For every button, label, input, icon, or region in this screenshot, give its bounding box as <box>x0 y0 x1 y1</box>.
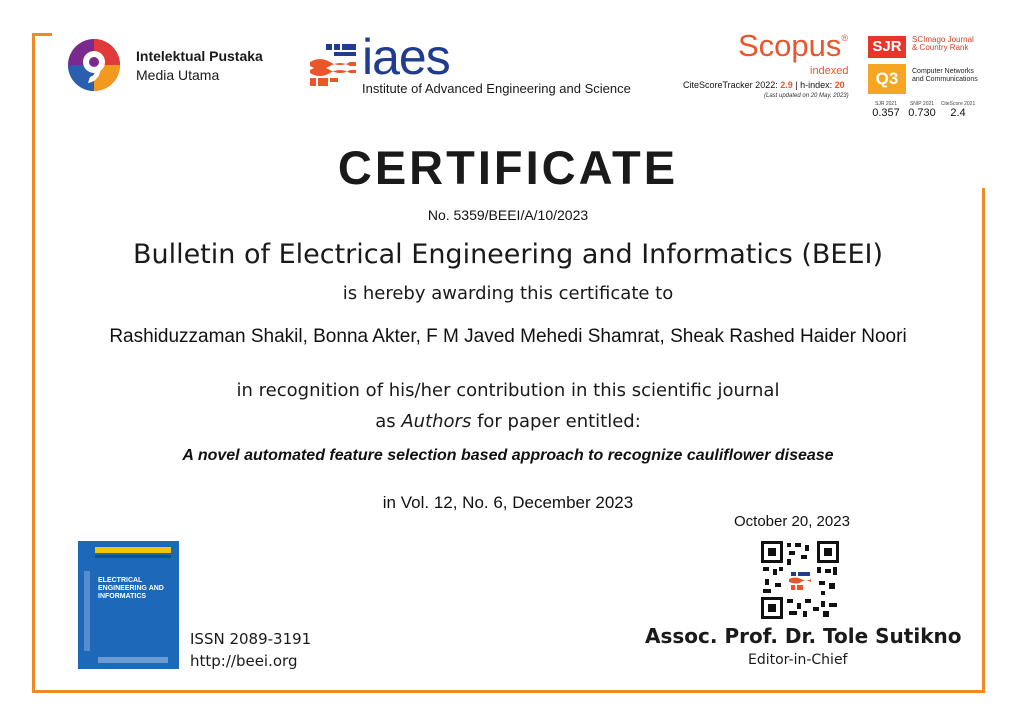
role-prefix: as <box>375 411 402 432</box>
cite-score-prefix: CiteScoreTracker 2022: <box>683 80 781 90</box>
frame-top-left-h <box>32 33 52 36</box>
publisher-name-main: Intelektual Pustaka <box>136 48 263 64</box>
quartile-badge: Q3 <box>868 64 906 94</box>
publisher-name <box>136 47 263 85</box>
scopus-word: Scopus <box>738 28 842 63</box>
metric-label: SJR 2021 <box>875 101 897 107</box>
cite-score-tracker <box>683 80 845 90</box>
role-name: Authors <box>401 411 472 432</box>
role-suffix: for paper entitled: <box>471 411 641 432</box>
editor-role: Editor-in-Chief <box>748 652 848 668</box>
scopus-indexed: indexed <box>810 65 849 77</box>
awarding-line: is hereby awarding this certificate to <box>342 283 674 304</box>
metric-label: CiteScore 2021 <box>940 101 976 107</box>
cite-score-updated: (Last updated on 20 May, 2023) <box>764 93 849 99</box>
iaes-wordmark: iaes <box>362 29 450 85</box>
certificate-number: No. 5359/BEEI/A/10/2023 <box>427 207 589 223</box>
journal-cover-image <box>78 541 179 669</box>
sjr-subtitle: SCImago Journal & Country Rank <box>912 35 974 52</box>
recognition-line: in recognition of his/her contribution in this scientific journal <box>236 380 780 401</box>
iaes-logo-icon <box>306 40 362 94</box>
certificate-title: CERTIFICATE <box>337 141 679 194</box>
quartile-category: Computer Networks and Communications <box>912 68 978 83</box>
metric-value: 0.357 <box>872 107 900 119</box>
publisher-name-sub: Media Utama <box>136 67 220 83</box>
role-line <box>0 411 1016 432</box>
frame-left <box>32 33 35 693</box>
metric-value: 0.730 <box>908 107 936 119</box>
scopus-registered-mark: ® <box>841 33 849 43</box>
scopus-logo <box>738 28 848 64</box>
editor-name: Assoc. Prof. Dr. Tole Sutikno <box>645 624 962 648</box>
paper-title: A novel automated feature selection based approach to recognize cauliflower disease <box>182 447 834 464</box>
publisher-logo-icon <box>66 37 122 93</box>
volume-line: in Vol. 12, No. 6, December 2023 <box>382 493 634 512</box>
cover-title: ELECTRICAL ENGINEERING AND INFORMATICS <box>98 577 164 600</box>
frame-bottom <box>32 690 985 693</box>
h-index-sep: | h-index: <box>792 80 835 90</box>
iaes-fullname: Institute of Advanced Engineering and Science <box>362 81 631 96</box>
metric-value: 2.4 <box>950 107 966 119</box>
metric-label: SNIP 2021 <box>909 101 935 107</box>
metric-sjr <box>868 101 904 120</box>
h-index-value: 20 <box>834 80 845 90</box>
journal-url: http://beei.org <box>190 652 298 670</box>
cite-score-value: 2.9 <box>780 80 793 90</box>
journal-name: Bulletin of Electrical Engineering and Informatics (BEEI) <box>132 239 884 270</box>
metric-citescore <box>940 101 976 120</box>
issue-date: October 20, 2023 <box>734 513 850 530</box>
qr-code-icon <box>761 541 839 619</box>
sjr-badge: SJR <box>868 36 906 58</box>
metric-snip <box>904 101 940 120</box>
author-names: Rashiduzzaman Shakil, Bonna Akter, F M Javed Mehedi Shamrat, Sheak Rashed Haider Noori <box>109 326 907 347</box>
issn: ISSN 2089-3191 <box>190 630 312 648</box>
